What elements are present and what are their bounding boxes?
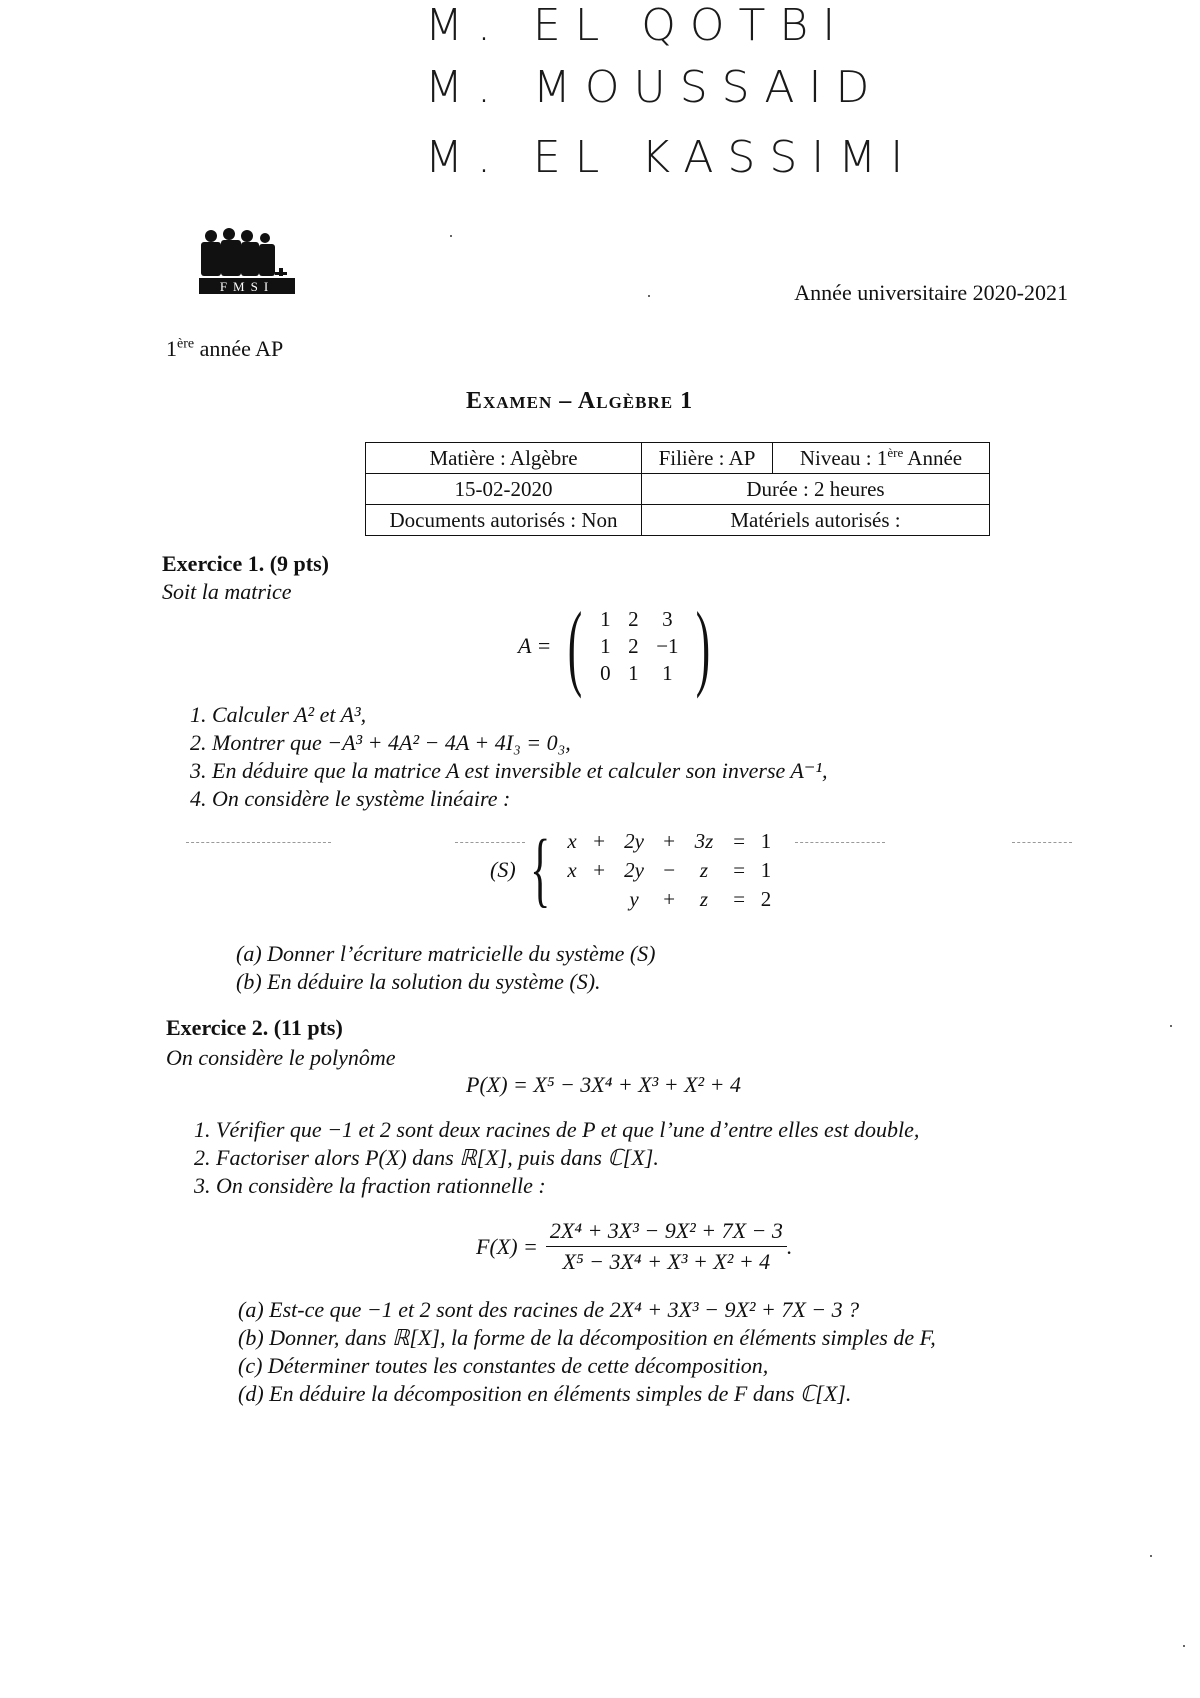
right-paren: ) <box>696 592 711 699</box>
matrix-cell: 2 <box>628 633 639 658</box>
matrix-cell: 2 <box>628 606 639 631</box>
scan-speck <box>1183 1645 1185 1647</box>
ex2-subitem-a: (a) Est-ce que −1 et 2 sont des racines de 2X⁴ + 3X³ − 9X² + 7X − 3 ? <box>238 1297 860 1322</box>
scan-speck <box>1170 1025 1172 1027</box>
system-brace: { <box>529 823 550 916</box>
scan-artifact <box>795 842 885 843</box>
ex2-item-2: 2. Factoriser alors P(X) dans ℝ[X], puis dans ℂ[X]. <box>194 1145 659 1170</box>
matrix-cell: 1 <box>600 633 611 658</box>
ex2-subitem-b: (b) Donner, dans ℝ[X], la forme de la décomposition en éléments simples de F, <box>238 1325 936 1350</box>
ex1-item-4: 4. On considère le système linéaire : <box>190 786 511 811</box>
fraction-denominator: X⁵ − 3X⁴ + X³ + X² + 4 <box>562 1249 771 1274</box>
handwritten-name-3: M. EL KASSIMI <box>425 132 918 183</box>
materials-cell: Matériels autorisés : <box>642 505 990 536</box>
ex2-subitem-c: (c) Déterminer toutes les constantes de cette décomposition, <box>238 1353 769 1378</box>
level-cell: Niveau : 1ère Année <box>773 443 990 474</box>
matrix-cell: 1 <box>628 660 639 685</box>
exercise1-title: Exercice 1. (9 pts) <box>162 551 329 576</box>
scan-artifact <box>1012 842 1072 843</box>
linear-system <box>490 823 778 916</box>
ex1-item-2: 2. Montrer que −A³ + 4A² − 4A + 4I₃ = 0₃, <box>190 730 571 755</box>
matrix-cell: 1 <box>662 660 673 685</box>
system-grid: x + 2y + 3z = 1 x + 2y − z = 1 y + z = 2 <box>567 828 772 911</box>
ex2-item-1: 1. Vérifier que −1 et 2 sont deux racines de P et que l’une d’entre elles est double, <box>194 1117 920 1142</box>
handwritten-name-1: M. EL QOTBI <box>425 0 850 51</box>
academic-year: Année universitaire 2020-2021 <box>794 280 1068 305</box>
matrix-a <box>518 592 719 699</box>
date-cell: 15-02-2020 <box>366 474 642 505</box>
matrix-grid <box>591 607 687 686</box>
rational-fraction <box>476 1218 792 1275</box>
fraction-label: F(X) = <box>476 1233 538 1259</box>
logo-text: FMSI <box>219 279 275 294</box>
matrix-cell: 1 <box>600 606 611 631</box>
system-label: (S) <box>490 857 516 882</box>
scan-speck <box>648 295 650 297</box>
ex1-item-3: 3. En déduire que la matrice A est inversible et calculer son inverse A⁻¹, <box>190 758 828 783</box>
matrix-cell: −1 <box>656 633 679 658</box>
fraction <box>546 1218 787 1275</box>
exam-info-table <box>365 442 990 536</box>
institution-logo <box>195 228 297 298</box>
ex1-subitem-a: (a) Donner l’écriture matricielle du système (S) <box>236 941 656 966</box>
duration-cell: Durée : 2 heures <box>642 474 990 505</box>
exercise2-title: Exercice 2. (11 pts) <box>166 1015 343 1040</box>
ex1-subitem-b: (b) En déduire la solution du système (S). <box>236 969 601 994</box>
documents-cell: Documents autorisés : Non <box>366 505 642 536</box>
matrix-cell: 3 <box>662 606 673 631</box>
scan-speck <box>450 235 452 237</box>
exercise1-intro: Soit la matrice <box>162 579 292 604</box>
level-label: 1ère année AP <box>166 336 284 361</box>
exercise2-intro: On considère le polynôme <box>166 1045 396 1070</box>
fraction-end: . <box>786 1233 793 1259</box>
ex2-item-3: 3. On considère la fraction rationnelle : <box>194 1173 546 1198</box>
left-paren: ( <box>568 592 583 699</box>
exam-title: Examen – Algèbre 1 <box>466 388 694 414</box>
scan-artifact <box>186 842 331 843</box>
fraction-numerator: 2X⁴ + 3X³ − 9X² + 7X − 3 <box>546 1218 787 1247</box>
track-cell: Filière : AP <box>642 443 773 474</box>
matrix-cell: 0 <box>600 660 611 685</box>
ex1-item-1: 1. Calculer A² et A³, <box>190 702 367 727</box>
subject-cell: Matière : Algèbre <box>366 443 642 474</box>
polynomial: P(X) = X⁵ − 3X⁴ + X³ + X² + 4 <box>466 1072 741 1097</box>
scan-speck <box>1150 1555 1152 1557</box>
handwritten-name-2: M. MOUSSAID <box>425 62 884 113</box>
ex2-subitem-d: (d) En déduire la décomposition en éléments simples de F dans ℂ[X]. <box>238 1381 852 1406</box>
matrix-label: A = <box>518 633 552 658</box>
